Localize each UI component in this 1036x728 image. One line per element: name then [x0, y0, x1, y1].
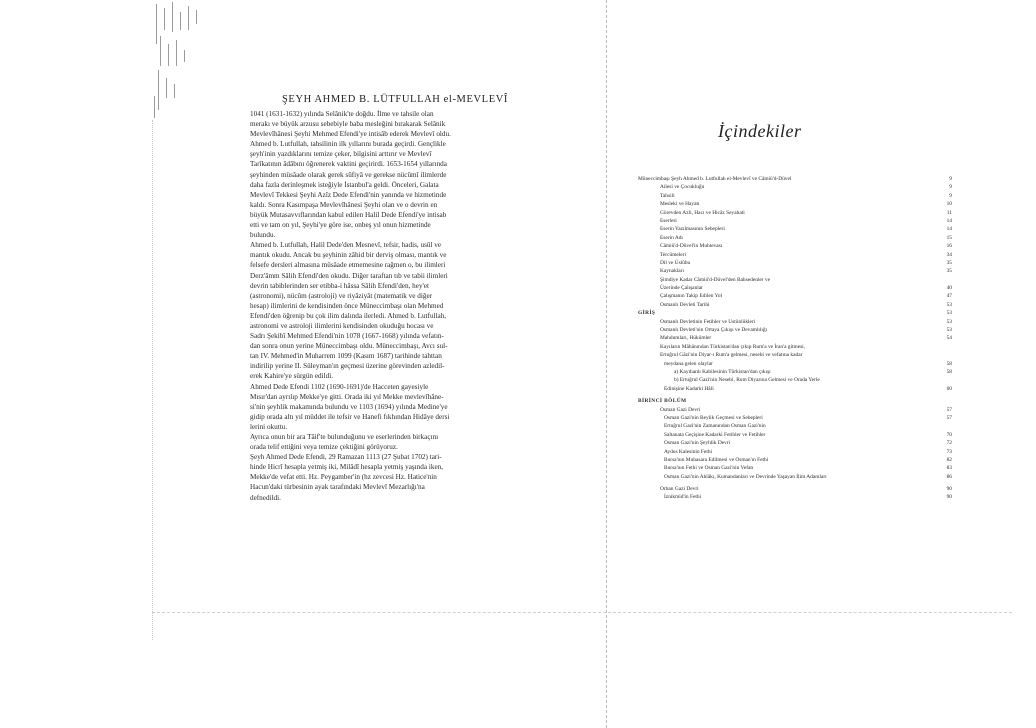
- toc-entry-title: Dil ve Üslûbu: [660, 259, 691, 266]
- toc-entry-page: 10: [946, 201, 952, 208]
- toc-entry: [638, 368, 952, 376]
- toc-entry: [638, 485, 952, 493]
- toc-entry-title: Ailesi ve Çocukluğu: [660, 184, 705, 191]
- text-line: hesap) ilimlerini de kendisinden önce Müneccimbaşı olan Mehmed: [250, 301, 444, 310]
- toc-entry-title: Mesleki ve Hayatı: [660, 201, 700, 208]
- text-line: Ahmed Dede Efendi 1102 (1690-1691)'de Hacceten gayesiyle: [250, 382, 429, 391]
- toc-entry-title: Bursa'nın Muhasara Edilmesi ve Osman'ın Fethi: [664, 456, 769, 463]
- toc-entry-page: 58: [946, 360, 952, 367]
- toc-entry-page: 57: [946, 414, 952, 421]
- paragraph: [250, 109, 540, 240]
- text-line: orada telif ettiğini veya temize çektiğini görüyoruz.: [250, 443, 398, 452]
- toc-entry-title: Kaynakları: [660, 268, 684, 275]
- toc-entry-title: b) Ertuğrul Gazi'nin Nesebi, Rum Diyarına Gelmesi ve Orada Yerle: [674, 377, 820, 384]
- toc-entry: [638, 385, 952, 393]
- left-page: [250, 94, 540, 503]
- toc-entry-page: 11: [946, 209, 952, 216]
- toc-entry: [638, 209, 952, 217]
- text-line: merakı ve büyük arzusu sebebiyle baba mesleğini bırakarak Selânik: [250, 120, 446, 129]
- toc-entry-title: Ertuğrul Gazi'nin Zamanından Osman Gazi'nin: [664, 423, 766, 430]
- toc-entry-page: 72: [946, 440, 952, 447]
- toc-entry-page: 16: [946, 243, 952, 250]
- toc-entry-title: Osman Gazi Devri: [660, 406, 701, 413]
- toc-entry-title: Eserin Yazılmasının Sebepleri: [660, 226, 725, 233]
- text-line: Hacun'daki türbesinin ayak tarafındaki Mevlevî Mezarlığı'na: [250, 483, 425, 492]
- toc-entry: [638, 343, 952, 351]
- text-line: kaldı. Sonra Kasımpaşa Mevlevîhânesi Şeyhi olan ve o devrin en: [250, 200, 438, 209]
- toc-entry: [638, 225, 952, 233]
- toc-entry: [638, 493, 952, 501]
- toc-entry: [638, 200, 952, 208]
- toc-entry-title: Osman Gazi'nin Ahlâkı, Kumandanları ve Devrinde Yaşayan İlim Adamları: [664, 473, 827, 480]
- toc-entry-title: Ertuğrul Gâzi'nin Diyar-ı Rum'a gelmesi, nesebi ve vefatına kadar: [660, 352, 803, 359]
- scan-noise: [150, 0, 220, 120]
- text-line: si'nin şeyhlik makamında bulundu ve 1103 (1694) yılında Medine'ye: [250, 402, 448, 411]
- toc-entry-title: Mahdumları, Hükümler: [660, 335, 712, 342]
- toc-entry-title: Eserin Adı: [660, 234, 683, 241]
- toc-entry: [638, 376, 952, 384]
- text-line: Şeyh Ahmed Dede Efendi, 29 Ramazan 1113 (27 Şubat 1702) tari-: [250, 453, 442, 462]
- text-line: defnedildi.: [250, 493, 281, 502]
- text-line: 1041 (1631-1632) yılında Selânik'te doğdu. İlme ve tahsile olan: [250, 110, 434, 118]
- toc-entry-page: 53: [946, 318, 952, 325]
- toc-entry: [638, 309, 952, 317]
- toc-entry-title: Edinişine Kadarki Hâli: [664, 385, 714, 392]
- toc-entry-page: 53: [946, 310, 952, 317]
- toc-entry-title: Osman Gazi'nin Şeyhlik Devri: [664, 440, 731, 447]
- text-line: felsefe dersleri almasına müsâade etmemesine rağmen o, bu ilimleri: [250, 261, 446, 270]
- toc-entry-title: a) Kayıhanlı Kabilesinin Türkistan'dan çıkışı: [674, 368, 771, 375]
- toc-entry-page: 54: [946, 335, 952, 342]
- toc-heading: İçindekiler: [718, 121, 802, 141]
- toc-entry-page: 9: [949, 176, 952, 182]
- toc-entry-title: İznikmid'in Fethi: [664, 494, 702, 501]
- toc-entry-title: Câmiü'd-Düvel'in Muhtevası: [660, 243, 723, 250]
- toc-entry: [638, 360, 952, 368]
- toc-entry: [638, 192, 952, 200]
- toc-entry-page: 57: [946, 406, 952, 413]
- toc-entry: [638, 422, 952, 430]
- text-line: Ayrıca onun bir ara Tâif'te bulunduğunu ve eserlerinden birkaçını: [250, 433, 439, 441]
- toc-entry-title: Kayıların Mâhânından Türkistan'dan çıkıp Rum'a ve İran'a gitmesi,: [660, 343, 806, 350]
- toc-entry-page: 90: [946, 486, 952, 493]
- text-line: lerini okuttu.: [250, 422, 288, 431]
- toc-entry: [638, 267, 952, 275]
- toc-entry: [638, 326, 952, 334]
- toc-entry: [638, 318, 952, 326]
- text-line: Sadrı Şekibî Mehmed Efendi'nin 1078 (1667-1668) yılında vefatın-: [250, 332, 444, 341]
- text-line: etti ve tam on yıl, Şeyhi'ye göre ise, onbeş yıl onun hizmetinde: [250, 221, 431, 230]
- toc-entry-page: 86: [946, 473, 952, 480]
- text-line: Ahmed b. Lutfullah, Halil Dede'den Mesnevî, tefsir, hadis, usûl ve: [250, 241, 442, 250]
- text-line: mantık okudu. Ancak bu şeyhinin zâhid bir derviş olması, mantık ve: [250, 251, 447, 260]
- toc-entry-page: 70: [946, 431, 952, 438]
- text-line: şeyhinden müsâade olarak gerek sûfiyâ ve gerekse nücûmî ilimlerde: [250, 170, 447, 179]
- toc-entry-title: Tercümeleri: [660, 251, 686, 258]
- toc-entry-title: Osmanlı Devletinin Fetihler ve Ustünlükleri: [660, 318, 756, 325]
- toc-entry: [638, 242, 952, 250]
- text-line: Derz'âmm Sâlih Efendi'den okudu. Diğer taraftan tıb ve tabii ilimleri: [250, 271, 448, 280]
- toc-entry: [638, 276, 952, 284]
- toc-entry: [638, 334, 952, 342]
- toc-entry-page: 15: [946, 234, 952, 241]
- toc-entry-page: 40: [946, 285, 952, 292]
- toc-entry-title: Osman Gazi'nin Beylik Geçmesi ve Sebepleri: [664, 414, 763, 421]
- page-edge-bottom: [152, 612, 1012, 613]
- page-edge-left: [152, 120, 153, 640]
- toc-entry: [638, 175, 952, 183]
- toc-entry: [638, 448, 952, 456]
- toc-entry: [638, 183, 952, 191]
- toc-entry: [638, 406, 952, 414]
- toc-entry: [638, 292, 952, 300]
- text-line: gidip orada altı yıl müddet ile tefsir ve Hanefi fıkhından Hidâye dersi: [250, 412, 450, 421]
- toc-entry-title: Aydos Kalesinin Fethi: [664, 448, 713, 455]
- toc-entry-page: 47: [946, 293, 952, 300]
- toc-entry-page: 83: [946, 465, 952, 472]
- biography-body: [250, 109, 540, 503]
- text-line: bulundu.: [250, 231, 276, 240]
- toc-entry: [638, 456, 952, 464]
- text-line: indirilip yerine II. Süleyman'ın geçmesi üzerine görevinden azledil-: [250, 362, 445, 371]
- table-of-contents: [638, 175, 952, 502]
- text-line: Tarîkatının âdâbını öğrenerek vaktini geçirirdi. 1653-1654 yıllarında: [250, 160, 447, 169]
- toc-entry: [638, 234, 952, 242]
- book-gutter: [606, 0, 611, 728]
- toc-entry: [638, 301, 952, 309]
- text-line: Mısır'dan ayrılıp Mekke'ye gitti. Orada iki yıl Mekke mevlevîhâne-: [250, 392, 444, 401]
- toc-entry-page: 53: [946, 327, 952, 334]
- toc-entry-page: 34: [946, 251, 952, 258]
- paragraph: [250, 432, 540, 452]
- toc-entry-page: 14: [946, 217, 952, 224]
- text-line: Mevlevîhânesi Şeyhi Mehmed Efendi'ye intisâb ederek Mevlevî oldu.: [250, 130, 451, 139]
- toc-entry-title: Eserleri: [660, 217, 677, 224]
- toc-entry-page: 35: [946, 268, 952, 275]
- toc-entry-page: 82: [946, 456, 952, 463]
- toc-entry: [638, 217, 952, 225]
- paragraph: [250, 452, 540, 502]
- toc-entry-title: GİRİŞ: [638, 310, 656, 317]
- toc-entry: [638, 473, 952, 481]
- toc-entry: [638, 284, 952, 292]
- toc-entry: [638, 414, 952, 422]
- text-line: Ahmed b. Lutfullah, tahsilinin ilk yıllarını burada geçirdi. Gençlikle: [250, 140, 446, 149]
- text-line: büyük Mutasavvıflarından kabul edilen Halil Dede Efendi'ye intisab: [250, 210, 447, 219]
- text-line: erek Kahire'ye sürgün edildi.: [250, 372, 333, 381]
- toc-entry-title: Bursa'nın Fethi ve Osman Gazi'nin Vefatı: [664, 465, 754, 472]
- toc-entry-title: Üzerinde Çalışanlar: [660, 285, 703, 292]
- toc-entry: [638, 464, 952, 472]
- toc-entry-page: 9: [949, 192, 952, 199]
- toc-entry-title: Çalışmanın Takip Edilen Yol: [660, 293, 723, 300]
- paragraph: [250, 240, 540, 381]
- toc-entry-page: 53: [946, 301, 952, 308]
- toc-entry-page: 73: [946, 448, 952, 455]
- toc-entry-page: 14: [946, 226, 952, 233]
- toc-entry-page: 58: [946, 368, 952, 375]
- text-line: daha fazla derinleşmek isteğiyle İstanbul'a geldi. Önceleri, Galata: [250, 180, 439, 189]
- paragraph: [250, 382, 540, 432]
- toc-entry-page: 35: [946, 259, 952, 266]
- biography-title: ŞEYH AHMED B. LÜTFULLAH el-MEVLEVÎ: [281, 94, 508, 105]
- toc-entry-title: Şimdiye Kadar Câmiü'd-Düvel'den Bahsedenler ve: [660, 276, 771, 283]
- text-line: tan IV. Mehmed'in Muharrem 1099 (Kasım 1687) tarihinde tahttan: [250, 352, 442, 361]
- toc-entry-title: meydana gelen olaylar: [664, 360, 713, 367]
- toc-entry-title: Tahsili: [660, 192, 675, 199]
- text-line: Efendi'den öğrenip bu çok ilim dalında ilerledi. Ahmed b. Lutfullah,: [250, 311, 447, 320]
- toc-entry: [638, 439, 952, 447]
- toc-entry: [638, 251, 952, 259]
- toc-entry-page: 90: [946, 494, 952, 501]
- text-line: Mevlevî Tekkesi Şeyhi Azîz Dede Efendi'nin yanında ve hizmetinde: [250, 190, 447, 199]
- toc-entry-title: Görevden Azli, Hacı ve Hicâz Seyahati: [660, 209, 745, 216]
- toc-entry-title: BİRİNCİ BÖLÜM: [638, 398, 687, 405]
- toc-entry: [638, 351, 952, 359]
- toc-entry-title: Orhan Gazi Devri: [660, 486, 699, 493]
- toc-entry-title: Saltanata Geçişine Kadarki Fetihler ve Fetihler: [664, 431, 766, 438]
- toc-entry-page: 60: [946, 385, 952, 392]
- text-line: hinde Hicrî hesapla yetmiş iki, Milâdî hesapla yetmiş yaşında iken,: [250, 463, 444, 472]
- text-line: astronomi ve astroloji ilimlerini kendisinden okuduğu hocası ve: [250, 321, 434, 330]
- text-line: Mekke'de vefat etti. Hz. Peygamber'in (hz zevcesi Hz. Hatice'nin: [250, 473, 437, 482]
- toc-entry: [638, 431, 952, 439]
- text-line: dan sonra onun yerine Müneccimbaşı oldu. Müneccimbaşı, Avcı sul-: [250, 342, 448, 351]
- toc-entry-page: 9: [949, 184, 952, 191]
- toc-entry-title: Müneccimbaşı Şeyh Ahmed b. Lutfullah el-Mevlevî ve Câmiü'd-Düvel: [638, 176, 792, 182]
- toc-entry: [638, 397, 952, 405]
- text-line: şeyh'inin yazdıklarını temize çeker, bilgisini arttırır ve Mevlevî: [250, 150, 432, 159]
- text-line: devrin tabiblerinden ser etibba-i hâssa Sâlih Efendi'den, hey'et: [250, 281, 430, 290]
- toc-entry: [638, 259, 952, 267]
- toc-entry-title: Osmanlı Devleti'nin Ortaya Çıkışı ve Devamlılığı: [660, 327, 768, 334]
- toc-entry-title: Osmanlı Devleti Tarihi: [660, 301, 710, 308]
- text-line: (astronomi), nücûm (astroloji) ve riyâziyât (matematik ve diğer: [250, 291, 433, 300]
